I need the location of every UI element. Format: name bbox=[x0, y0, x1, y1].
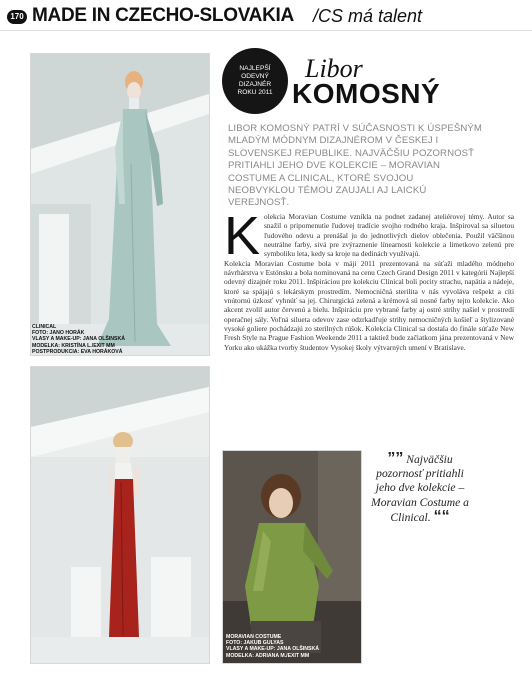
credit-line: POSTPRODUKCIA: EVA HORÁKOVÁ bbox=[32, 348, 123, 355]
page-number: 170 bbox=[7, 10, 27, 24]
header-rule bbox=[0, 30, 532, 31]
credit-line: MODELKA: KRISTÍNA L./EXIT MM bbox=[32, 342, 115, 349]
photo-credit-clinical bbox=[32, 324, 125, 355]
award-badge bbox=[222, 48, 288, 114]
photo-clinical-red-gown bbox=[30, 366, 210, 664]
photo-clinical-mint-gown bbox=[30, 53, 210, 356]
credit-line: VLASY A MAKE-UP: JANA OLŠINSKÁ bbox=[226, 646, 319, 653]
credit-line: VLASY A MAKE-UP: JANA OLŠINSKÁ bbox=[32, 336, 125, 343]
designer-last-name: KOMOSNÝ bbox=[292, 78, 441, 109]
drop-cap: K bbox=[224, 206, 261, 266]
credit-line: MODELKA: ADRIANA M./EXIT MM bbox=[226, 652, 310, 659]
lead-paragraph: LIBOR KOMOSNÝ PATRÍ V SÚČASNOSTI K ÚSPEŠNÝM MLADÝM MÓDNYM DIZAJNÉROM V ČESKEJ I SLOVENSKEJ REPUBLIKE. NAJVÄČŠIU POZORNOSŤ PRITIAHLI JEHO DVE KOLEKCIE – MORAVIAN COSTUME A CLINICAL, KTORÉ SVOJOU NEOBVYKLOU TÉMOU ZAUJALI AJ LAICKÚ VEREJNOSŤ. bbox=[228, 123, 482, 209]
credit-line: CLINICAL bbox=[32, 324, 57, 330]
section-title: MADE IN CZECHO-SLOVAKIA bbox=[32, 5, 294, 26]
credit-line: FOTO: JANO HORÁK bbox=[32, 330, 85, 337]
body-paragraph-2: Kolekcia Moravian Costume bola v máji 2011 prezentovaná na súťaži mladého módneho návrhárstva v Estónsku a bola nominovaná na cenu Czech Grand Design 2011 v kategórii Najlepší odevný dizajnér roku 2011. Inšpiráciou pre kolekciu Clinical boli pocity strachu, napätia a nádeje, ktoré sa spájajú s lekárskym prostredím. Nemocničná sterilita v nás vyvoláva rešpekt a cíti vnútornú úzkosť vyhnúť sa jej. Chirurgická zelená a krémová sú nosné farby tejto kolekcie. Ako akcent zvolil autor červenú a bielu. Inšpiráciu pre vybrané farby aj ostré strihy našiel v prostredí operačnej sály. Voľná silueta odevov zase odzrkadľuje strihy nemocničných košieľ a štylizované vysoké goliere pochádzajú zo sterilných rúšok. Kolekcia Clinical sa dostala do finále súťaže New Fresh Style na Prague Fashion Weekende 2011 a taktiež bude začiatkom jána prezentovaná v New Yorku ako ukážka tvorby študentov Vysokej školy výtvarných umení v Bratislave. bbox=[224, 258, 514, 352]
quote-text: Najväčšiu pozornosť pritiahli jeho dve kolekcie – Moravian Costume a Clinical. bbox=[371, 453, 469, 524]
quote-open-mark: ”” bbox=[387, 450, 404, 467]
credit-line: FOTO: JAKUB GULYAS bbox=[226, 640, 284, 647]
body-paragraph-1: olekcia Moravian Costume vznikla na podnet zadanej ateliérovej témy. Autor sa snažil o pripomenutie ľudovej tradície svojho rodného kraja. Inšpiroval sa siluetou ľudového odevu a prenášal ju do jednotlivých dielov oblečenia. Použil väčšinou neutrálne farby, sivá pre zvýraznenie línearnosti kolekcie a limetkovo zelenú pre symboliku leta, kedy sa kroje na dedinách využívajú. bbox=[264, 212, 514, 259]
photo-moravian-costume bbox=[222, 450, 362, 664]
article-body bbox=[224, 206, 514, 352]
badge-text: NAJLEPŠÍ ODEVNÝ DIZAJNÉR ROKU 2011 bbox=[237, 65, 273, 96]
section-subtitle: /CS má talent bbox=[313, 6, 423, 26]
pull-quote bbox=[370, 452, 470, 525]
photo-credit-moravian bbox=[226, 634, 319, 659]
quote-close-mark: ““ bbox=[433, 507, 450, 525]
designer-first-name: Libor bbox=[305, 54, 363, 83]
credit-line: MORAVIAN COSTUME bbox=[226, 634, 282, 640]
